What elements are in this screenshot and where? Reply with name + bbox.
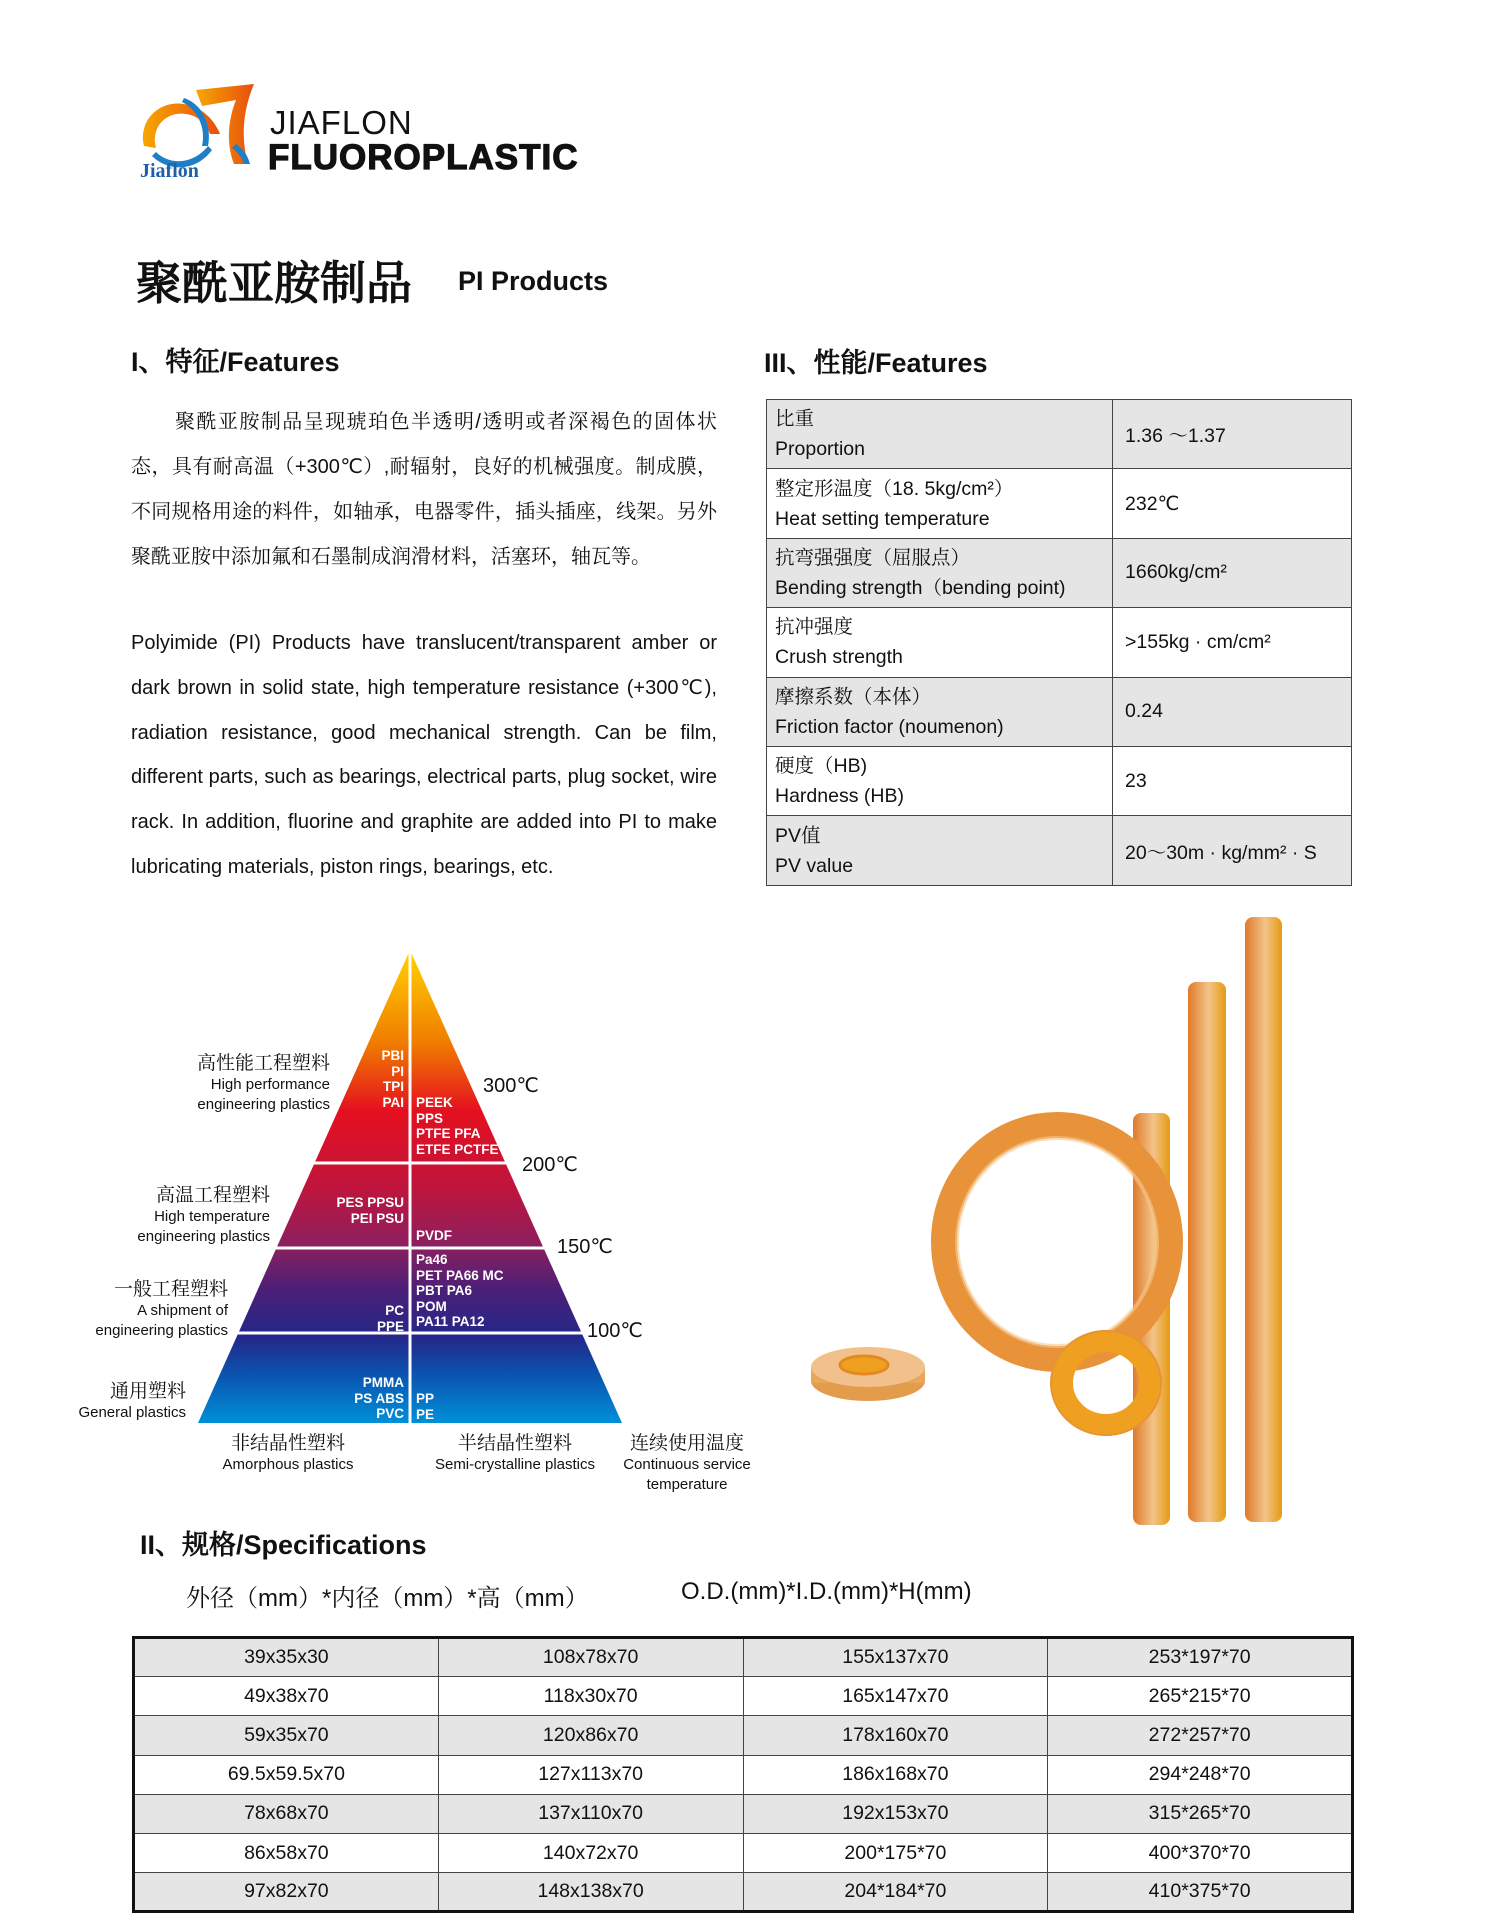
- property-label-cn: 比重: [775, 408, 815, 431]
- property-label: [767, 400, 1113, 469]
- axis-label-cn: 半结晶性塑料: [457, 1433, 572, 1454]
- spec-cell: 186x168x70: [743, 1755, 1048, 1794]
- materials-amorphous-tier4: [354, 1375, 404, 1422]
- spec-cell: 165x147x70: [743, 1677, 1048, 1716]
- features-text-cn: 聚酰亚胺制品呈现琥珀色半透明/透明或者深褐色的固体状态，具有耐高温（+300℃）,耐辐射，良好的机械强度。制成膜，不同规格用途的料件，如轴承，电器零件，插头插座，线架。另外聚酰亚胺中添加氟和石墨制成润滑材料，活塞环，轴瓦等。: [131, 411, 717, 568]
- tier-label-cn: 高性能工程塑料: [196, 1053, 330, 1074]
- spec-cell: 410*375*70: [1048, 1873, 1353, 1912]
- axis-label-amorphous: [198, 1428, 378, 1475]
- pi-products-photo: [800, 905, 1400, 1525]
- spec-cell: 69.5x59.5x70: [134, 1755, 439, 1794]
- property-label: [767, 677, 1113, 746]
- spec-cell: 253*197*70: [1048, 1638, 1353, 1677]
- tier-label-general-plastics: [78, 1376, 186, 1423]
- material-name: PVC: [376, 1406, 404, 1421]
- property-value: 23: [1113, 746, 1352, 815]
- property-label-en: Proportion: [775, 438, 865, 461]
- spec-cell: 118x30x70: [438, 1677, 743, 1716]
- spec-row: [134, 1833, 1353, 1872]
- material-name: PPS: [416, 1110, 444, 1126]
- material-name: PPE: [376, 1318, 404, 1334]
- temp-200: 200℃: [522, 1154, 578, 1176]
- tier-label-en: engineering plastics: [95, 1322, 228, 1339]
- material-name: PE: [416, 1406, 435, 1422]
- tier-label-cn: 一般工程塑料: [113, 1279, 228, 1300]
- spec-row: [134, 1755, 1353, 1794]
- tier-label-en: General plastics: [78, 1404, 186, 1421]
- material-name: PP: [416, 1391, 435, 1406]
- spec-cell: 137x110x70: [438, 1794, 743, 1833]
- rod-medium: [1188, 982, 1226, 1522]
- property-row: [767, 816, 1352, 885]
- tier-label-en: engineering plastics: [137, 1228, 270, 1245]
- features-text-en: Polyimide (PI) Products have translucent/transparent amber or dark brown in solid state, high temperature resistance (+300℃), radiation resistance, good mechanical strength. Can be film, different parts, such as bearings, electrical parts, plug socket, wire rack. In addition, fluorine and graphite are added into PI to make lubricating materials, piston rings, bearings, etc.: [131, 632, 717, 878]
- axis-label-en: Semi-crystalline plastics: [434, 1456, 596, 1473]
- spec-cell: 86x58x70: [134, 1833, 439, 1872]
- spec-cell: 294*248*70: [1048, 1755, 1353, 1794]
- spec-cell: 200*175*70: [743, 1833, 1048, 1872]
- rod-tall: [1245, 917, 1282, 1522]
- property-label-en: Hardness (HB): [775, 785, 904, 808]
- spec-cell: 97x82x70: [134, 1873, 439, 1912]
- material-name: ETFE PCTFE: [416, 1141, 499, 1157]
- tier-label-cn: 高温工程塑料: [155, 1185, 270, 1206]
- property-label-cn: 硬度（HB): [775, 755, 868, 778]
- material-name: Pa46: [416, 1252, 448, 1267]
- property-label-en: Heat setting temperature: [775, 507, 990, 530]
- property-label-en: PV value: [775, 854, 854, 877]
- property-value: 0.24: [1113, 677, 1352, 746]
- material-name: PEI PSU: [350, 1210, 404, 1226]
- spec-cell: 39x35x30: [134, 1638, 439, 1677]
- spec-cell: 78x68x70: [134, 1794, 439, 1833]
- tier-label-en: High performance: [210, 1076, 330, 1093]
- properties-table: [766, 399, 1352, 886]
- spec-cell: 178x160x70: [743, 1716, 1048, 1755]
- material-name: PA11 PA12: [416, 1314, 485, 1329]
- spec-row: [134, 1794, 1353, 1833]
- material-name: PBT PA6: [416, 1283, 473, 1298]
- spec-cell: 127x113x70: [438, 1755, 743, 1794]
- property-label: [767, 816, 1113, 885]
- spec-cell: 204*184*70: [743, 1873, 1048, 1912]
- spec-row: [134, 1638, 1353, 1677]
- temp-150: 150℃: [557, 1236, 613, 1258]
- tier-label-en: engineering plastics: [197, 1096, 330, 1113]
- tier-label-en: High temperature: [154, 1208, 270, 1225]
- material-name: PEEK: [416, 1095, 453, 1110]
- materials-amorphous-tier2: [336, 1195, 404, 1226]
- material-name: PBI: [381, 1048, 404, 1063]
- material-name: PI: [391, 1063, 404, 1079]
- spec-cell: 315*265*70: [1048, 1794, 1353, 1833]
- tier-label-cn: 通用塑料: [109, 1381, 186, 1402]
- material-name: PS ABS: [354, 1390, 404, 1406]
- spec-cell: 148x138x70: [438, 1873, 743, 1912]
- spec-cell: 272*257*70: [1048, 1716, 1353, 1755]
- material-name: PVDF: [416, 1228, 453, 1243]
- temp-300: 300℃: [483, 1075, 539, 1097]
- spec-row: [134, 1677, 1353, 1716]
- property-row: [767, 400, 1352, 469]
- specifications-table: [132, 1636, 1354, 1913]
- brand-name: JIAFLON: [270, 104, 413, 141]
- property-value: 1660kg/cm²: [1113, 538, 1352, 607]
- property-label-en: Friction factor (noumenon): [775, 715, 1004, 738]
- property-label: [767, 608, 1113, 677]
- materials-semicrystalline-tier4: [416, 1391, 434, 1422]
- materials-amorphous-tier1: [381, 1048, 404, 1110]
- property-label-en: Bending strength（bending point): [775, 576, 1066, 599]
- spec-caption-cn: 外径（mm）*内径（mm）*高（mm）: [186, 1585, 589, 1612]
- tier-label-general-engineering: [95, 1274, 228, 1341]
- property-row: [767, 538, 1352, 607]
- materials-semicrystalline-tier1: [416, 1095, 499, 1157]
- axis-label-en: temperature: [646, 1476, 728, 1493]
- property-label-cn: 抗冲强度: [775, 616, 854, 639]
- property-row: [767, 746, 1352, 815]
- property-value: 20～30m · kg/mm² · S: [1113, 816, 1352, 885]
- tier-label-high-performance: [197, 1048, 330, 1115]
- property-value: >155kg · cm/cm²: [1113, 608, 1352, 677]
- page-title: 聚酰亚胺制品: [136, 257, 412, 309]
- property-label-cn: 抗弯强强度（屈服点）: [775, 546, 971, 569]
- specifications-heading: II、规格/Specifications: [140, 1530, 427, 1560]
- material-name: PET PA66 MC: [416, 1267, 504, 1283]
- spec-cell: 108x78x70: [438, 1638, 743, 1677]
- spec-cell: 155x137x70: [743, 1638, 1048, 1677]
- washer-hole: [840, 1356, 888, 1374]
- spec-row: [134, 1716, 1353, 1755]
- spec-caption-en: O.D.(mm)*I.D.(mm)*H(mm): [681, 1578, 972, 1605]
- material-name: PTFE PFA: [416, 1126, 481, 1141]
- large-ring-inner-edge: [957, 1138, 1157, 1346]
- logo-wordmark: Jiaflon: [140, 160, 199, 182]
- property-value: 232℃: [1113, 469, 1352, 538]
- axis-label-cn: 非结晶性塑料: [230, 1433, 345, 1454]
- brand-tagline: FLUOROPLASTIC: [268, 138, 579, 177]
- spec-cell: 140x72x70: [438, 1833, 743, 1872]
- material-name: PC: [385, 1303, 404, 1318]
- spec-cell: 49x38x70: [134, 1677, 439, 1716]
- materials-amorphous-tier3: [377, 1303, 404, 1334]
- property-label-cn: PV值: [775, 824, 821, 847]
- temp-100: 100℃: [587, 1320, 643, 1342]
- property-row: [767, 608, 1352, 677]
- property-value: 1.36 ～1.37: [1113, 400, 1352, 469]
- material-name: PMMA: [362, 1375, 404, 1390]
- material-name: TPI: [382, 1079, 404, 1094]
- spec-cell: 59x35x70: [134, 1716, 439, 1755]
- property-label: [767, 746, 1113, 815]
- property-label-cn: 摩擦系数（本体）: [775, 685, 932, 708]
- property-row: [767, 677, 1352, 746]
- property-label: [767, 538, 1113, 607]
- property-label: [767, 469, 1113, 538]
- tier-label-high-temperature: [137, 1180, 270, 1247]
- property-label-cn: 整定形温度（18. 5kg/cm²）: [775, 477, 1014, 500]
- spec-row: [134, 1873, 1353, 1912]
- spec-cell: 400*370*70: [1048, 1833, 1353, 1872]
- materials-semicrystalline-tier3: [416, 1252, 504, 1330]
- spec-cell: 265*215*70: [1048, 1677, 1353, 1716]
- spec-cell: 192x153x70: [743, 1794, 1048, 1833]
- material-name: POM: [416, 1298, 447, 1314]
- page-subtitle: PI Products: [458, 266, 609, 296]
- axis-label-semicrystalline: [420, 1428, 610, 1475]
- axis-label-en: Continuous service: [623, 1456, 751, 1473]
- material-name: PAI: [382, 1094, 404, 1110]
- materials-semicrystalline-tier2: [416, 1228, 452, 1244]
- axis-label-cn: 连续使用温度: [629, 1433, 744, 1454]
- axis-label-temperature: [612, 1428, 762, 1495]
- features-heading: I、特征/Features: [131, 347, 340, 377]
- property-label-en: Crush strength: [775, 646, 903, 669]
- axis-label-en: Amorphous plastics: [222, 1456, 354, 1473]
- plastics-pyramid: [0, 940, 800, 1500]
- material-name: PES PPSU: [336, 1195, 404, 1210]
- property-row: [767, 469, 1352, 538]
- tier-label-en: A shipment of: [137, 1302, 228, 1319]
- properties-heading: III、性能/Features: [764, 348, 988, 378]
- spec-cell: 120x86x70: [438, 1716, 743, 1755]
